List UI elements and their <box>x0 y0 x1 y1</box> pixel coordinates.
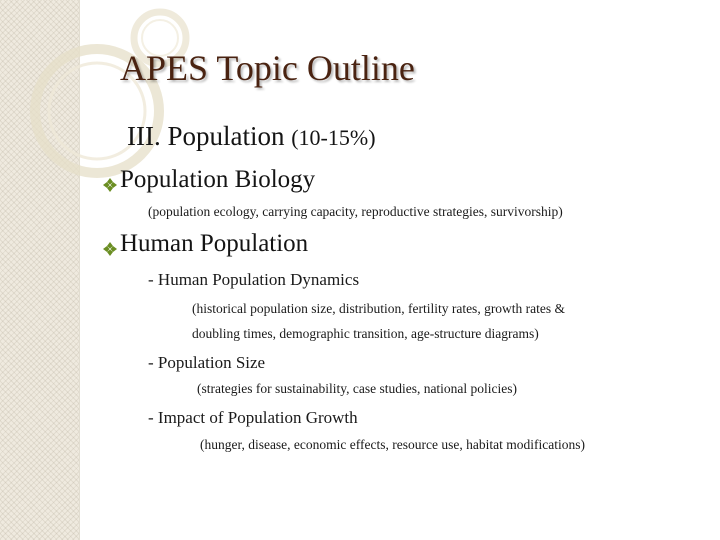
bullet-label: Human Population <box>120 230 309 257</box>
bullet-label: Population Biology <box>120 166 316 193</box>
section-percent: (10-15%) <box>291 125 376 150</box>
section-heading-text: III. Population <box>127 121 285 151</box>
subtopic-detail: (strategies for sustainability, case studies, national policies) <box>197 381 518 396</box>
subtopic-detail: (hunger, disease, economic effects, resource use, habitat modifications) <box>200 437 585 452</box>
bullet-human-population <box>102 230 308 258</box>
subtopic-impact-growth: - Impact of Population Growth <box>148 408 358 427</box>
slide-title: APES Topic Outline <box>120 48 415 88</box>
subtopic-population-size: - Population Size <box>148 353 266 372</box>
section-heading <box>127 121 376 152</box>
subtopic-population-dynamics: - Human Population Dynamics <box>148 270 360 289</box>
diamond-bullet-icon <box>102 236 118 252</box>
diamond-bullet-icon <box>102 172 118 188</box>
bullet-detail: (population ecology, carrying capacity, reproductive strategies, survivorship) <box>148 204 563 219</box>
subtopic-detail-line: (historical population size, distribution, fertility rates, growth rates & <box>192 301 566 316</box>
bullet-population-biology <box>102 166 315 194</box>
subtopic-detail-line: doubling times, demographic transition, age-structure diagrams) <box>192 326 539 341</box>
